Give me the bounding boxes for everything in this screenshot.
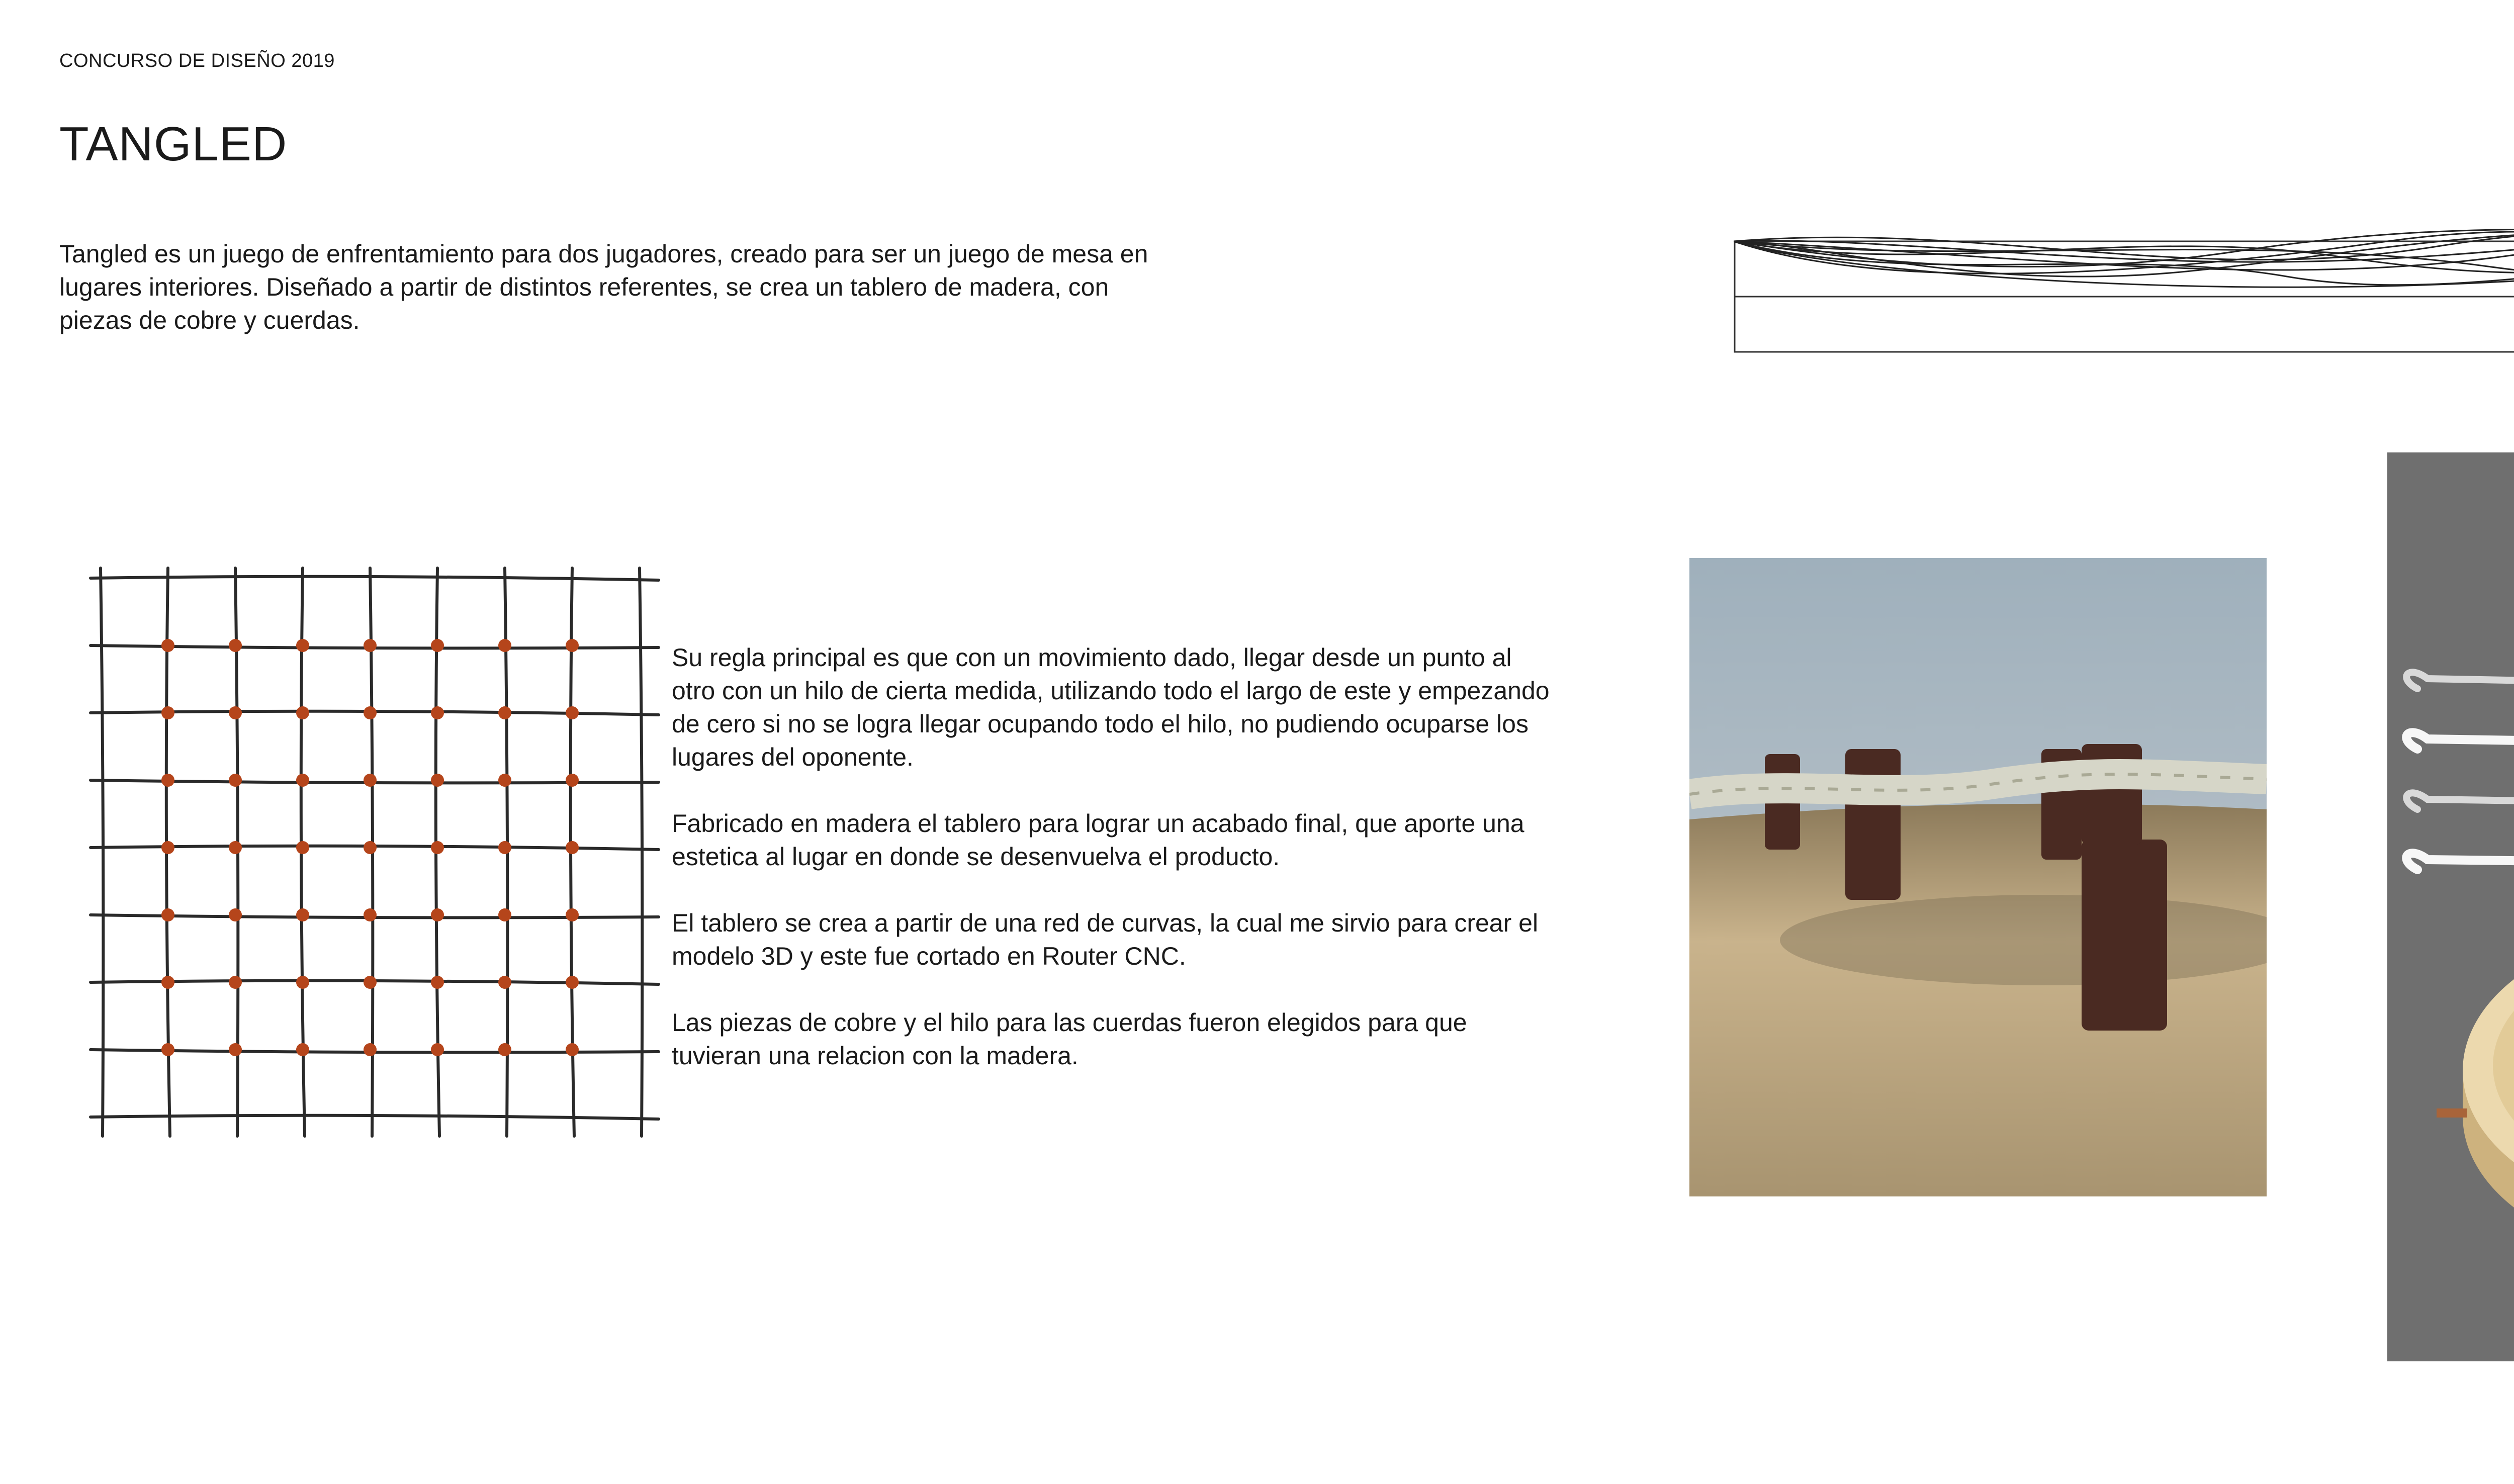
- board-render: [2387, 452, 2514, 1361]
- board-elevation-drawing: [1734, 216, 2514, 357]
- description-text: [672, 641, 1557, 1105]
- closeup-photo: [1689, 558, 2267, 1196]
- material-paragraph: Fabricado en madera el tablero para lograr un acabado final, que aporte una estetica al lugar en donde se desenvuelva el producto.: [672, 809, 1524, 871]
- rule-paragraph: Su regla principal es que con un movimiento dado, llegar desde un punto al otro con un hilo de cierta medida, utilizando todo el largo de este y empezando de cero si no se logra llegar ocupando todo el hilo, no pudiendo ocuparse los lugares del oponente.: [672, 643, 1550, 771]
- header-contest: CONCURSO DE DISEÑO 2019: [59, 50, 335, 71]
- page-title: TANGLED: [59, 117, 288, 171]
- pieces-paragraph: Las piezas de cobre y el hilo para las cuerdas fueron elegidos para que tuvieran una relacion con la madera.: [672, 1008, 1467, 1070]
- grid-sketch: [80, 558, 674, 1151]
- fabrication-paragraph: El tablero se crea a partir de una red de curvas, la cual me sirvio para crear el modelo 3D y este fue cortado en Router CNC.: [672, 909, 1539, 970]
- intro-paragraph: Tangled es un juego de enfrentamiento para dos jugadores, creado para ser un juego de mesa en lugares interiores. Diseñado a partir de distintos referentes, se crea un tablero de madera, con piezas de cobre y cuerdas.: [59, 240, 1148, 334]
